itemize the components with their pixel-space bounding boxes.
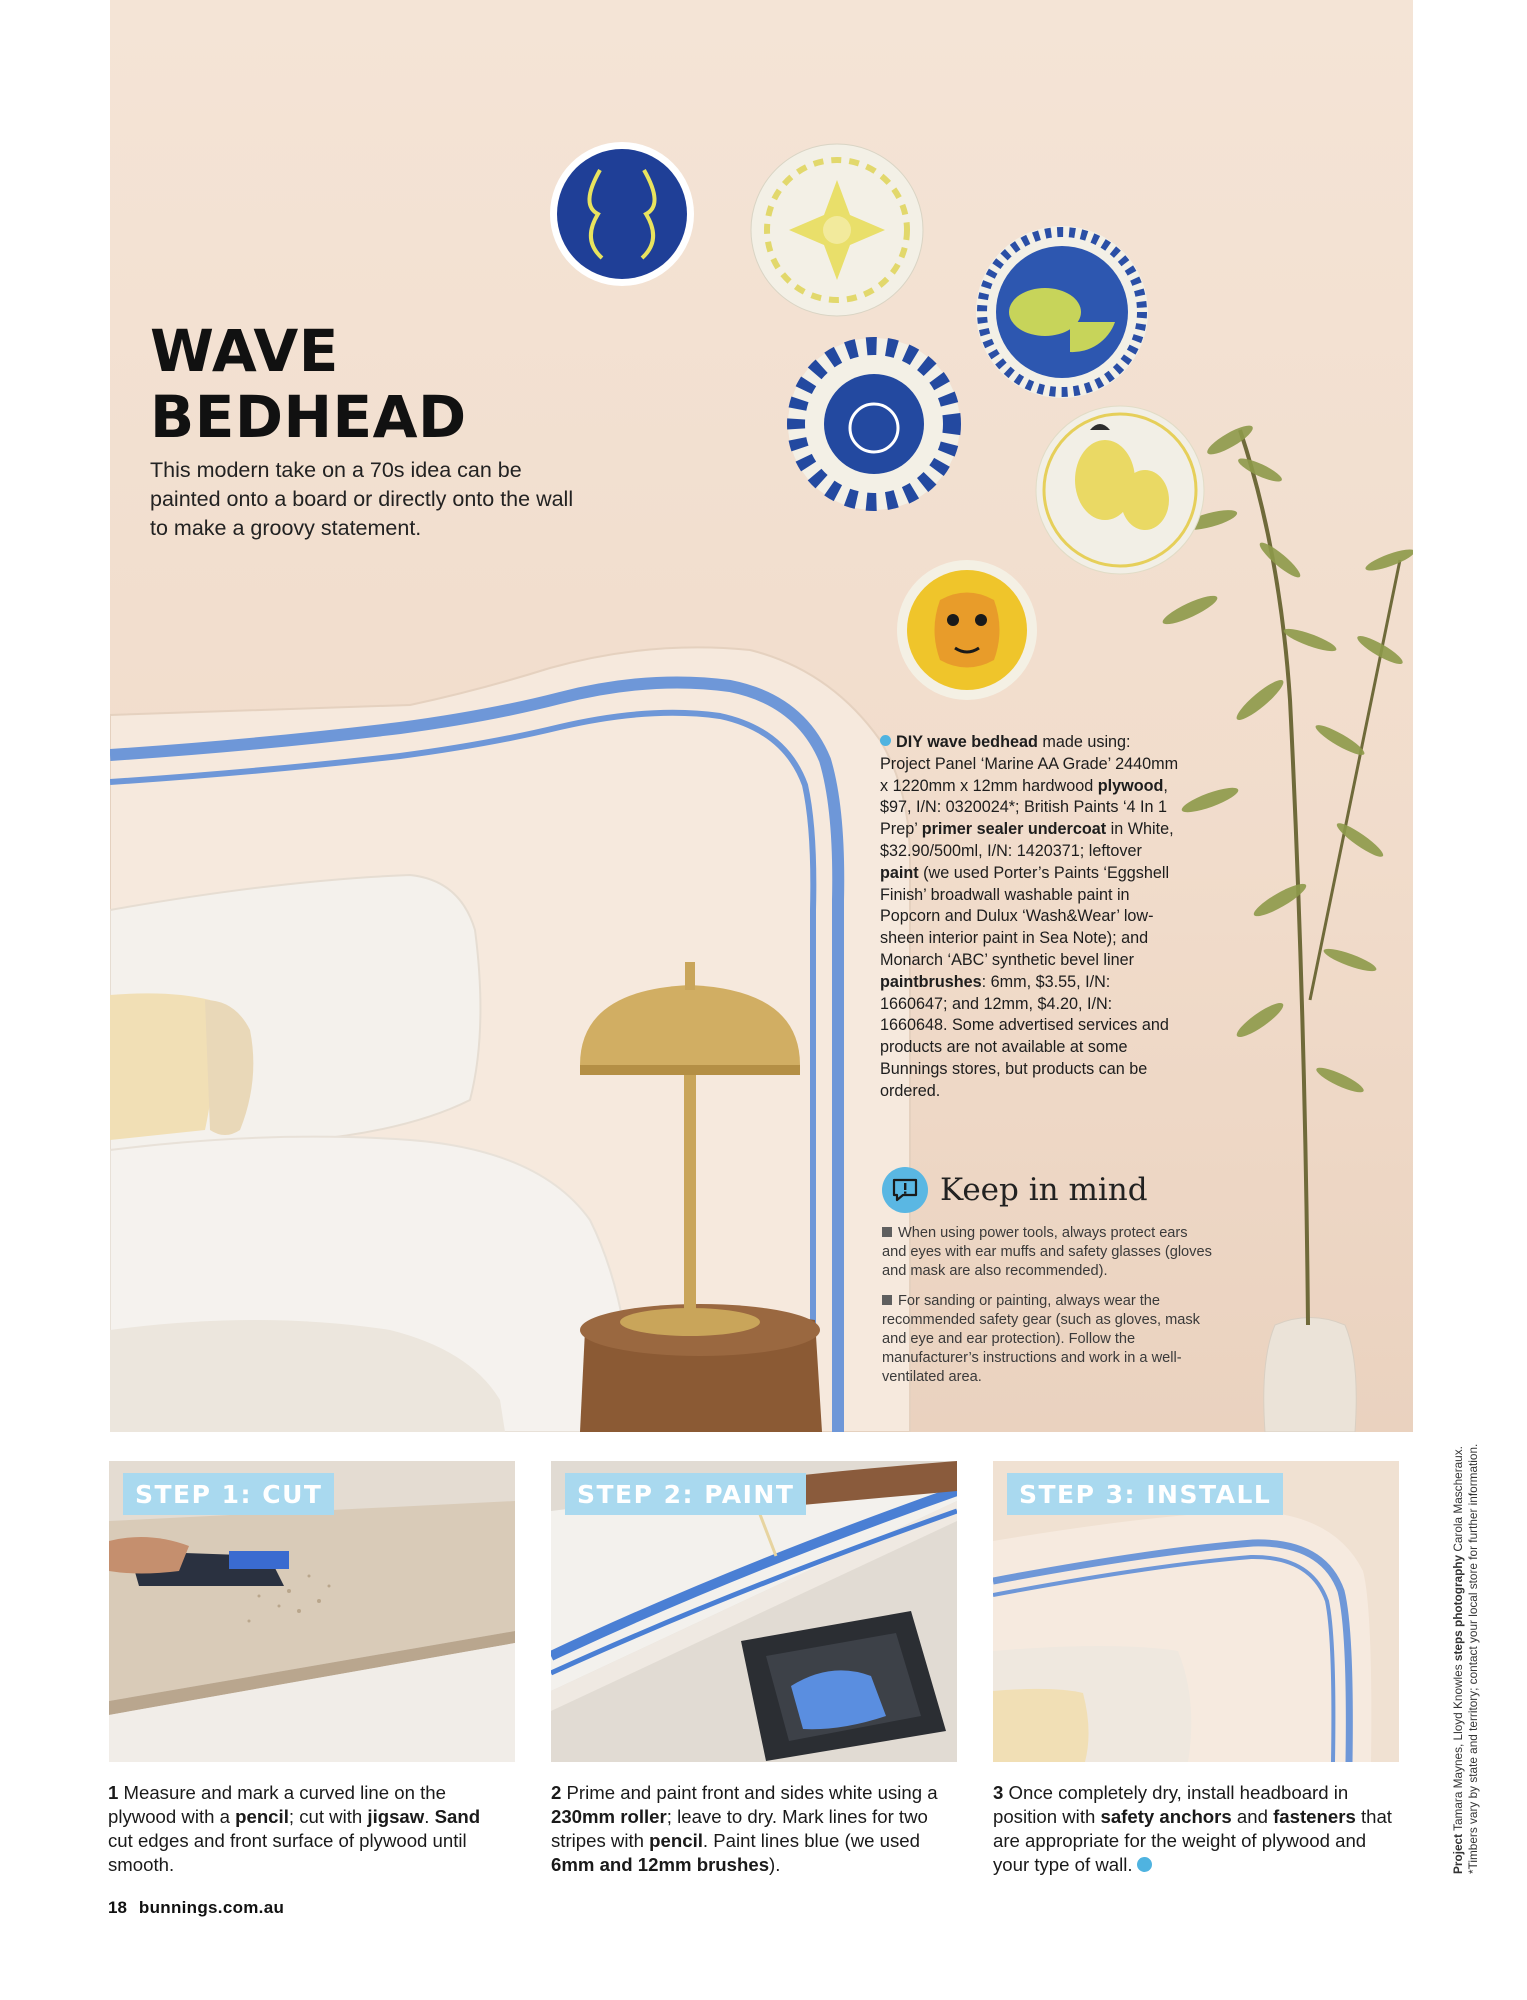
photo-credits [1451,1394,1481,1874]
step-text-part: cut edges and front surface of plywood until smooth. [108,1830,467,1875]
step-bold-part: 230mm roller [551,1806,667,1827]
step-bold-part: jigsaw [367,1806,425,1827]
plate-lemon-yellow [1036,406,1204,574]
step-number: 3 [993,1782,1004,1803]
step-text-part: that are appropriate for the weight of plywood and your type of wall. [993,1806,1392,1875]
square-bullet-icon [882,1295,892,1305]
list-item [882,1224,1212,1281]
step-text-part: . [424,1806,435,1827]
step-3-text [993,1781,1403,1877]
hero-photo [110,0,1413,1432]
step-3-photo [993,1461,1399,1762]
speech-bubble-icon [882,1167,928,1213]
step-text-part: Once completely dry, install headboard in position with [993,1782,1349,1827]
step-text-part: Measure and mark a curved line on the plywood with a [108,1782,446,1827]
step-bold-part: Sand [434,1806,481,1827]
step-bold-part: safety anchors [1100,1806,1232,1827]
step-bold-part: pencil [235,1806,289,1827]
step-bold-part: fasteners [1273,1806,1356,1827]
step-2-badge: STEP 2: PAINT [565,1473,806,1515]
bullet-dot-icon [880,735,891,746]
materials-text: : 6mm, $3.55, I/N: 1660647; and 12mm, $4.20, I/N: 1660648. Some advertised services and products are not available at some Bunnings stores, but products can be ordered. [880,972,1169,1100]
credits-line-1 [1451,1394,1466,1874]
step-bold-part: pencil [649,1830,703,1851]
page-number: 18 [108,1898,127,1917]
step-1-text [108,1781,508,1877]
keep-in-mind-title: Keep in mind [940,1172,1148,1208]
article-intro: This modern take on a 70s idea can be painted onto a board or directly onto the wall to make a groovy statement. [150,458,574,540]
end-dot-icon [1137,1857,1152,1872]
plate-sun-face [897,560,1037,700]
step-1-badge: STEP 1: CUT [123,1473,334,1515]
title-line-2: BEDHEAD [150,383,467,451]
step-1-photo [109,1461,515,1762]
materials-text: in White, $32.90/500ml, I/N: 1420371; leftover [880,820,1174,860]
credit-label: steps photography [1451,1554,1465,1662]
step-text-part: ; leave to dry. Mark lines for two stripes with [551,1806,928,1851]
bedroom-illustration [110,0,1413,1432]
keep-in-mind-header [882,1166,1148,1214]
credit-label: Project [1451,1834,1465,1874]
title-line-1: WAVE [150,317,339,385]
keep-in-mind-item: When using power tools, always protect ears and eyes with ear muffs and safety glasses (gloves and mask are also recommended). [882,1225,1212,1279]
step-number: 2 [551,1782,562,1803]
keep-in-mind-list [882,1224,1212,1398]
step-text-part: and [1231,1806,1274,1827]
step-3-badge: STEP 3: INSTALL [1007,1473,1283,1515]
square-bullet-icon [882,1227,892,1237]
credits-line-2: *Timbers vary by state and territory; contact your local store for further information. [1466,1443,1480,1874]
step-text-part: Prime and paint front and sides white using a [561,1782,938,1803]
materials-text: (we used Porter’s Paints ‘Eggshell Finish’ broadwall washable paint in Popcorn and Dulux ‘Wash&Wear’ low-sheen interior paint in Sea Note); and Monarch ‘ABC’ synthetic bevel liner [880,863,1170,969]
site-link[interactable]: bunnings.com.au [138,1898,285,1917]
step-text-part: ). [769,1854,781,1875]
materials-bold: paint [880,863,919,882]
step-text-part: ; cut with [288,1806,368,1827]
page-footer [108,1898,284,1918]
materials-bold: paintbrushes [880,972,982,991]
materials-bold: primer sealer undercoat [921,820,1107,839]
step-text-part: . Paint lines blue (we used [702,1830,920,1851]
article-title [150,318,467,450]
plate-crab [788,338,960,510]
keep-in-mind-item: For sanding or painting, always wear the recommended safety gear (such as gloves, mask and eye and ear protection). Follow the manufacturer’s instructions and work in a well-ventilated area. [882,1293,1200,1385]
plate-lemons [976,226,1148,398]
step-bold-part: 6mm and 12mm brushes [551,1854,770,1875]
credit-text: Tamara Maynes, Lloyd Knowles [1451,1661,1465,1834]
list-item [882,1292,1212,1387]
materials-text: , $97, I/N: 0320024*; British Paints ‘4 In 1 Prep’ [880,776,1168,839]
step-number: 1 [108,1782,119,1803]
plate-faces [550,142,694,286]
materials-list [880,732,1180,1103]
credit-text: Carola Mascheraux. [1451,1446,1465,1555]
materials-bold: plywood [1097,776,1164,795]
materials-text: made using: Project Panel ‘Marine AA Grade’ 2440mm x 1220mm x 12mm hardwood [880,733,1179,795]
step-2-photo [551,1461,957,1762]
plate-sun [751,144,923,316]
step-2-text [551,1781,951,1877]
materials-heading: DIY wave bedhead [896,733,1038,751]
